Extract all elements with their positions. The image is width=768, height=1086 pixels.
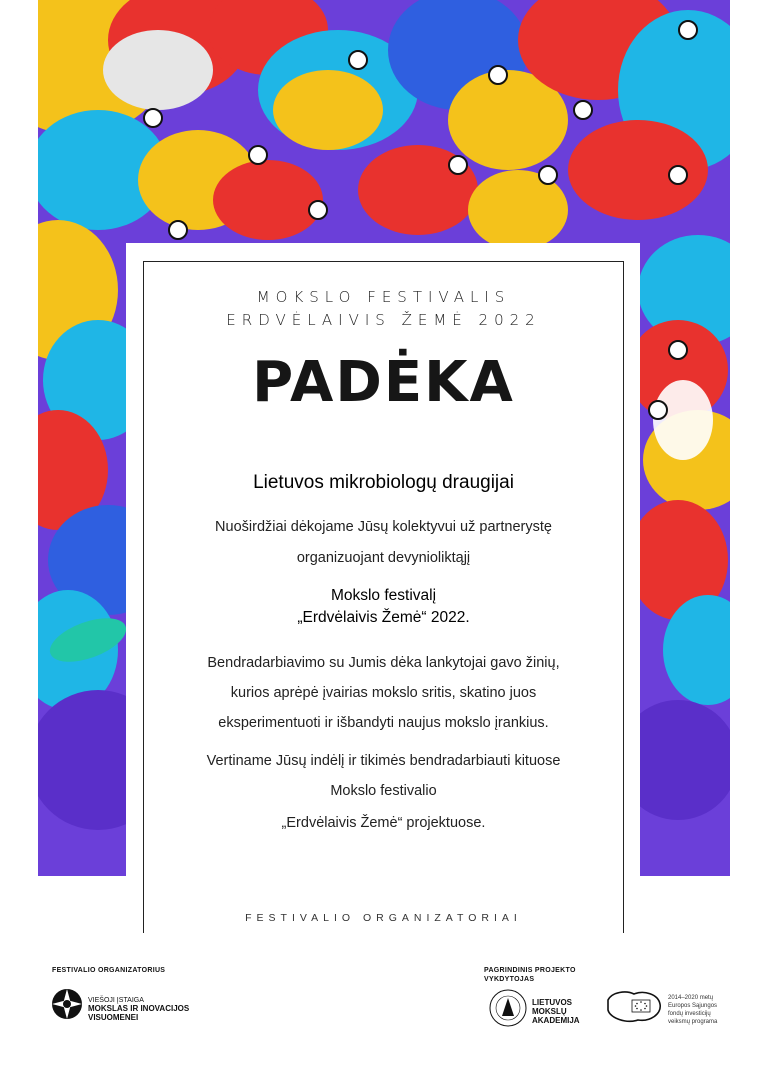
body-p4-line2: Mokslo festivalio	[330, 783, 437, 799]
academy-line2: MOKSLŲ	[532, 1007, 567, 1016]
organizer-logo-line3: VISUOMENEI	[88, 1013, 139, 1022]
academy-seal-icon	[488, 988, 528, 1028]
organizer-label: FESTIVALIO ORGANIZATORIUS	[52, 967, 166, 974]
academy-line1: LIETUVOS	[532, 998, 573, 1007]
festival-name-line1: MOKSLO FESTIVALIS	[256, 288, 511, 306]
festival-name-line2: ERDVĖLAIVIS ŽEMĖ 2022	[226, 311, 541, 329]
recipient-name: Lietuvos mikrobiologų draugijai	[253, 472, 514, 493]
body-p4-line1: Vertiname Jūsų indėlį ir tikimės bendradarbiauti kituose	[206, 753, 561, 769]
main-executor-label-line2: VYKDYTOJAS	[484, 976, 535, 983]
body-p2-line1: Mokslo festivalį	[330, 587, 437, 604]
certificate-title: PADĖKA	[252, 350, 515, 415]
eu-line2: Europos Sąjungos	[668, 1003, 718, 1009]
certificate-card	[143, 261, 624, 933]
organizers-signature-label: FESTIVALIO ORGANIZATORIAI	[245, 912, 522, 924]
eu-line3: fondų investicijų	[668, 1011, 711, 1017]
body-p1-line2: organizuojant devynioliktąjį	[296, 550, 471, 566]
academy-line3: AKADEMIJA	[532, 1016, 580, 1025]
body-p2-line2: „Erdvėlaivis Žemė“ 2022.	[297, 609, 470, 626]
main-executor-label-line1: PAGRINDINIS PROJEKTO	[484, 967, 576, 974]
organizer-logo-line1: VIEŠOJI ĮSTAIGA	[88, 997, 144, 1004]
body-p3-line3: eksperimentuoti ir išbandyti naujus mokslo įrankius.	[218, 715, 549, 731]
organizer-logo-icon	[50, 987, 84, 1021]
body-p1-line1: Nuoširdžiai dėkojame Jūsų kolektyvui už partnerystę	[215, 519, 552, 535]
body-p3-line1: Bendradarbiavimo su Jumis dėka lankytojai gavo žinių,	[207, 655, 560, 671]
eu-line1: 2014–2020 metų	[668, 995, 714, 1001]
body-p4-line3: „Erdvėlaivis Žemė“ projektuose.	[281, 815, 486, 831]
organizer-logo-line2: MOKSLAS IR INOVACIJOS	[88, 1004, 190, 1013]
body-p3-line2: kurios aprėpė įvairias mokslo sritis, skatino juos	[230, 685, 537, 701]
eu-funds-logo-icon	[604, 986, 664, 1026]
eu-line4: veiksmų programa	[668, 1019, 718, 1025]
